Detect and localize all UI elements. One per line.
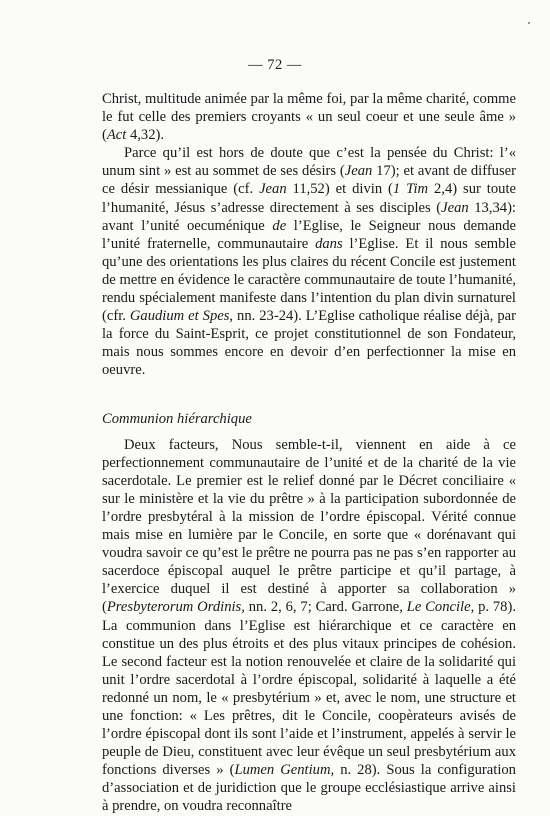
italic-reference: Jean <box>344 163 373 180</box>
text-run: Deux facteurs, Nous semble-t-il, viennent en aide à ce perfectionnement communautaire de l’unité et de la charité de la vie sacerdotale. Le premier est le relief donné par le Décret conciliaire « sur le ministère et la vie du prêtre » à la participation subordonnée de l’ordre presbytéral à la mission de l’ordre épiscopal. Vérité connue mais mise en lumière par le Concile, en sorte que « dorénavant qui voudra savoir ce qu’est le prêtre ne pourra pas ne pas s’en rapporter au sacerdoce épiscopal auquel le prêtre participe et qu’il partage, à l’exercice duquel il est destiné à apporter sa collaboration » ( <box>102 436 516 616</box>
italic-reference: 1 Tim <box>392 181 429 198</box>
text-run: nn. 2, 6, 7; Card. Garrone, <box>244 599 407 616</box>
text-run: Parce qu’il est hors de doute que c’est la pensée du Christ: l’« unum sint » est au sommet de ses désirs ( <box>102 145 516 180</box>
text-run: p. 78). La communion dans l’Eglise est hiérarchique et ce caractère en constitue un des plus étroits et des plus vitaux principes de cohésion. Le second facteur est la notion renouvelée et claire de la solidarité qui unit l’ordre sacerdotal à l’ordre épiscopal, solidarité à laquelle a été redonné un nom, le « presbytérium » et, avec le nom, une structure et une fonction: « Les prêtres, dit le Concile, coopèrateurs avisés de l’ordre épiscopal dont ils sont l’aide et l’instrument, appelés à servir le peuple de Dieu, constituent avec leur évêque un seul presbytérium aux fonctions diverses » ( <box>102 599 516 779</box>
italic-reference: Jean <box>441 199 469 216</box>
section-paragraph-group <box>102 436 516 816</box>
speck-mark <box>528 22 530 24</box>
text-run: nn. 23-24). L’Eglise catholique réalise déjà, par la force du Saint-Esprit, ce projet constitutionnel de son Fondateur, mais nous sommes encore en devoir d’en perfectionner la mise en oeuvre. <box>102 308 516 379</box>
paragraph <box>102 436 516 816</box>
italic-reference: Jean <box>259 181 287 198</box>
paragraph <box>102 144 516 379</box>
text-run: l’Eglise. Et il nous semble qu’une des orientations les plus claires du récent Concile est justement de mettre en évidence le caractère communautaire de toute l’humanité, rendu spécialement manifeste dans l’intention du plan divin surnaturel (cfr. <box>102 235 516 325</box>
text-run: l’Eglise, le Seigneur nous demande l’unité fraternelle, communautaire <box>102 217 516 252</box>
page-number: — 72 — <box>248 57 302 73</box>
italic-reference: Le Concile, <box>406 599 475 616</box>
italic-reference: dans <box>315 235 343 252</box>
text-run: 4,32). <box>126 127 165 144</box>
text-run: 17); et avant de diffuser ce désir messianique (cf. <box>102 163 516 198</box>
text-run: 11,52) et divin ( <box>286 181 393 198</box>
italic-reference: Act <box>106 127 127 144</box>
text-run: 2,4) sur toute l’humanité, Jésus s’adresse directement à ses disciples ( <box>102 181 516 216</box>
italic-reference: Presbyterorum Ordinis, <box>106 599 245 616</box>
paragraph-group <box>102 90 516 380</box>
italic-reference: Lumen Gentium, <box>234 762 335 779</box>
text-run: n. 28). Sous la configuration d’association et de juridiction que le groupe ecclésiastique arrive ainsi à prendre, on voudra reconnaître <box>102 762 516 815</box>
paragraph <box>102 90 516 144</box>
section-heading: Communion hiérarchique <box>102 410 252 427</box>
italic-reference: Gaudium et Spes, <box>129 308 234 325</box>
text-run: 13,34): avant l’unité oecuménique <box>102 199 516 234</box>
text-run: Christ, multitude animée par la même foi, par la même charité, comme le fut celle des premiers croyants « un seul coeur et une seule âme » ( <box>102 91 516 144</box>
italic-reference: de <box>272 217 287 234</box>
body-text <box>102 90 516 816</box>
